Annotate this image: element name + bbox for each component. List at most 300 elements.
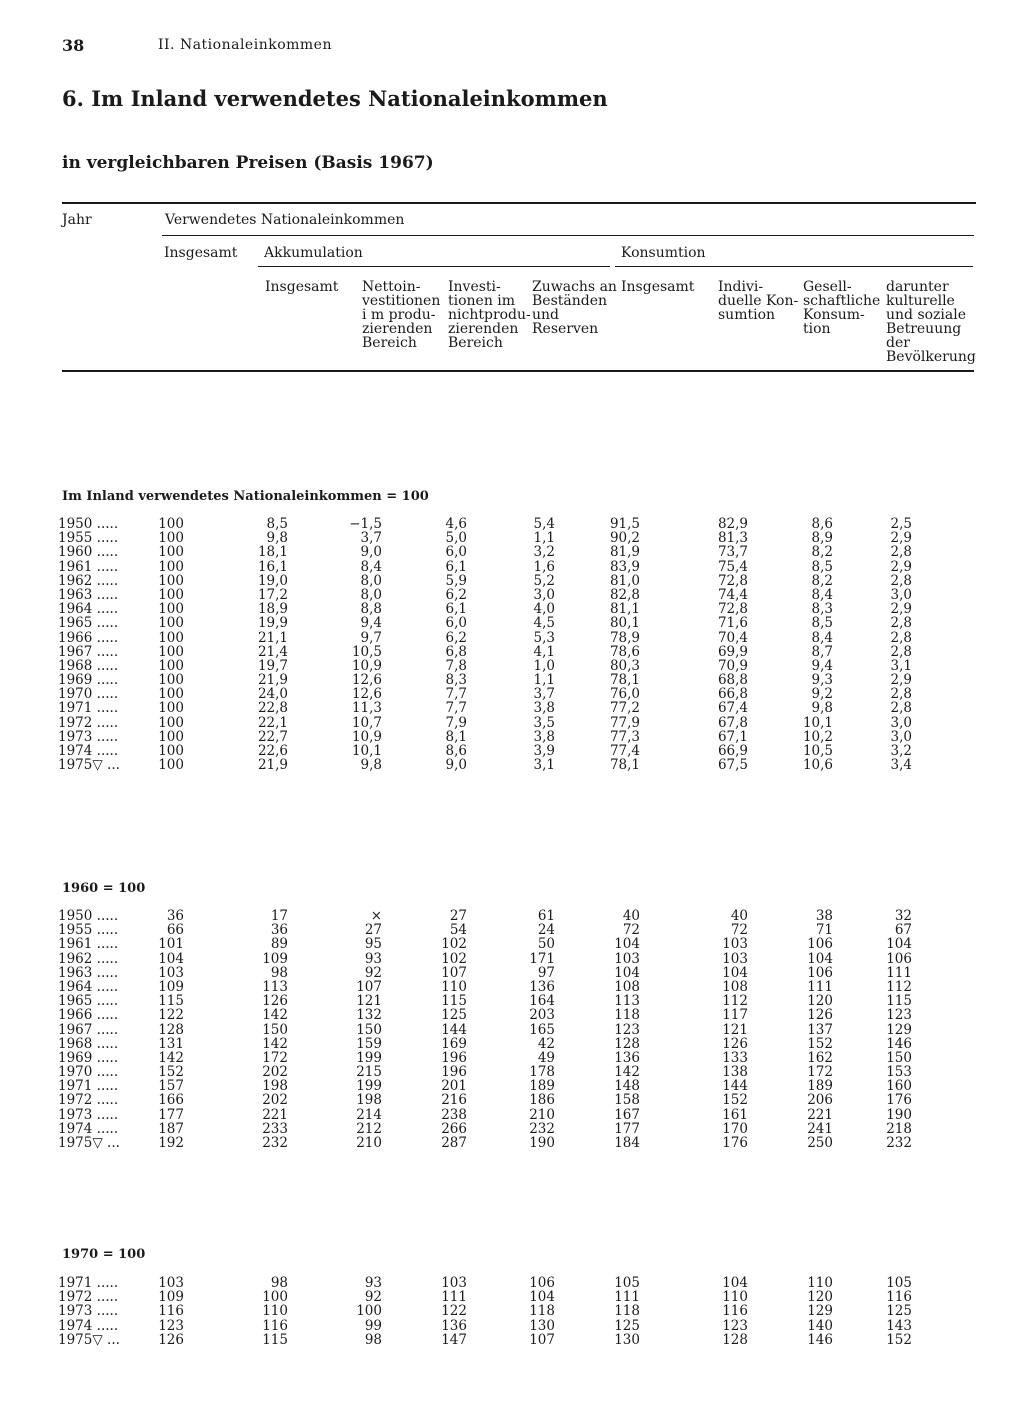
table-cell: 177 [614, 1120, 640, 1137]
table-row [58, 560, 978, 574]
table-cell: 123 [886, 1007, 912, 1024]
table-cell: 82,9 [717, 516, 748, 532]
table-cell: 110 [441, 978, 467, 995]
table-cell: 80,1 [609, 615, 640, 632]
table-cell: 67 [894, 922, 912, 939]
row-year: 1964 ..... [58, 601, 119, 618]
table-row [58, 1093, 978, 1107]
table-cell: 8,6 [445, 743, 467, 759]
table-cell: 7,8 [445, 657, 467, 674]
column-header-line: duelle Kon- [718, 293, 799, 309]
table-cell: 100 [158, 558, 184, 575]
table-cell: 6,0 [445, 544, 467, 561]
table-cell: 10,6 [802, 757, 833, 774]
table-cell: 142 [262, 1035, 288, 1052]
row-year: 1973 ..... [58, 728, 119, 745]
table-cell: 92 [364, 1289, 382, 1306]
column-header-3 [448, 280, 531, 350]
table-cell: 107 [529, 1331, 555, 1348]
table-cell: 164 [529, 993, 555, 1010]
table-cell: 36 [166, 908, 184, 924]
table-cell: 66,9 [717, 743, 748, 759]
table-cell: 9,3 [811, 672, 833, 689]
table-cell: 67,1 [717, 728, 748, 745]
table-cell: 126 [158, 1331, 184, 1348]
table-cell: 241 [807, 1120, 833, 1137]
table-cell: 166 [158, 1092, 184, 1109]
row-year: 1961 ..... [58, 936, 119, 953]
table-cell: 3,2 [533, 544, 555, 561]
table-cell: 5,9 [445, 572, 467, 589]
table-cell: 2,8 [890, 572, 912, 589]
table-cell: 178 [529, 1064, 555, 1081]
table-cell: 19,7 [257, 657, 288, 674]
table-cell: 250 [807, 1135, 833, 1151]
table-cell: 232 [886, 1135, 912, 1151]
table-cell: 120 [807, 1289, 833, 1306]
column-header-line: Beständen [532, 293, 608, 309]
row-year: 1972 ..... [58, 1289, 119, 1306]
table-cell: 1,1 [533, 530, 555, 547]
table-cell: 7,9 [445, 714, 467, 731]
table-row [58, 701, 978, 715]
table-cell: 108 [722, 978, 748, 995]
table-cell: 133 [722, 1049, 748, 1066]
table-cell: 176 [722, 1135, 748, 1151]
table-row [58, 616, 978, 630]
table-row [58, 1319, 978, 1333]
row-year: 1966 ..... [58, 1007, 119, 1024]
table-cell: 100 [158, 700, 184, 717]
table-row [58, 994, 978, 1008]
row-year: 1967 ..... [58, 643, 119, 660]
table-cell: 91,5 [609, 516, 640, 532]
row-year: 1973 ..... [58, 1303, 119, 1320]
row-year: 1975▽ ... [58, 757, 120, 774]
row-year: 1968 ..... [58, 657, 119, 674]
table-cell: 100 [158, 743, 184, 759]
table-cell: 5,0 [445, 530, 467, 547]
table-cell: 105 [614, 1275, 640, 1291]
table-cell: 77,4 [609, 743, 640, 759]
table-cell: 198 [356, 1092, 382, 1109]
table-cell: 3,8 [533, 700, 555, 717]
table-cell: 112 [722, 993, 748, 1010]
table-cell: 6,8 [445, 643, 467, 660]
table-cell: 9,2 [811, 686, 833, 703]
table-cell: 118 [614, 1303, 640, 1320]
table-cell: 19,9 [257, 615, 288, 632]
table-cell: 160 [886, 1078, 912, 1095]
table-cell: 3,0 [890, 728, 912, 745]
row-year: 1962 ..... [58, 572, 119, 589]
table-cell: 171 [529, 950, 555, 967]
table-cell: 8,4 [811, 629, 833, 646]
table-cell: 150 [262, 1021, 288, 1038]
table-cell: 109 [158, 978, 184, 995]
table-cell: 189 [807, 1078, 833, 1095]
table-row [58, 952, 978, 966]
table-cell: 142 [614, 1064, 640, 1081]
row-year: 1950 ..... [58, 908, 119, 924]
table-cell: 6,1 [445, 558, 467, 575]
table-cell: 8,5 [811, 615, 833, 632]
table-cell: 1,0 [533, 657, 555, 674]
table-cell: 78,1 [609, 672, 640, 689]
table-cell: 8,5 [266, 516, 288, 532]
row-year: 1962 ..... [58, 950, 119, 967]
column-header-line: Investi- [448, 279, 501, 295]
table-cell: 10,2 [802, 728, 833, 745]
row-year: 1974 ..... [58, 1120, 119, 1137]
table-cell: 126 [807, 1007, 833, 1024]
akkumulation-rule [258, 266, 610, 267]
table-cell: 150 [356, 1021, 382, 1038]
table-cell: 40 [730, 908, 748, 924]
table-cell: 8,7 [811, 643, 833, 660]
table-cell: 232 [262, 1135, 288, 1151]
table-cell: 42 [537, 1035, 555, 1052]
column-header-line: Zuwachs an [532, 279, 617, 295]
table-cell: 81,9 [609, 544, 640, 561]
table-cell: 3,4 [890, 757, 912, 774]
table-cell: 10,1 [802, 714, 833, 731]
table-cell: 17,2 [257, 586, 288, 603]
column-header-line: vestitionen [362, 293, 441, 309]
row-year: 1955 ..... [58, 530, 119, 547]
table-cell: −1,5 [349, 516, 382, 532]
row-year: 1975▽ ... [58, 1135, 120, 1151]
row-year: 1966 ..... [58, 629, 119, 646]
table-cell: 106 [807, 936, 833, 953]
table-cell: 8,0 [360, 586, 382, 603]
table-row [58, 645, 978, 659]
table-cell: 100 [158, 516, 184, 532]
table-cell: 121 [722, 1021, 748, 1038]
table-cell: 92 [364, 964, 382, 981]
header-bottom-rule [62, 370, 974, 372]
row-year: 1963 ..... [58, 964, 119, 981]
table-cell: 99 [364, 1317, 382, 1334]
table-cell: 6,0 [445, 615, 467, 632]
table-cell: 81,1 [609, 601, 640, 618]
table-cell: 103 [441, 1275, 467, 1291]
table-cell: 77,2 [609, 700, 640, 717]
table-cell: 61 [537, 908, 555, 924]
table-row [58, 923, 978, 937]
table-cell: 8,2 [811, 572, 833, 589]
row-year: 1968 ..... [58, 1035, 119, 1052]
table-cell: 128 [722, 1331, 748, 1348]
table-cell: 158 [614, 1092, 640, 1109]
row-year: 1955 ..... [58, 922, 119, 939]
column-header-line: und [532, 307, 559, 323]
table-cell: 131 [158, 1035, 184, 1052]
table-cell: 170 [722, 1120, 748, 1137]
table-cell: 212 [356, 1120, 382, 1137]
table-row [58, 758, 978, 772]
table-cell: 24 [537, 922, 555, 939]
table-cell: 3,0 [890, 586, 912, 603]
table-cell: 116 [722, 1303, 748, 1320]
table-cell: 210 [529, 1106, 555, 1123]
table-cell: 128 [614, 1035, 640, 1052]
table-cell: 78,9 [609, 629, 640, 646]
table-cell: 68,8 [717, 672, 748, 689]
table-cell: 22,7 [257, 728, 288, 745]
column-header-line: tionen im [448, 293, 516, 309]
table-cell: 177 [158, 1106, 184, 1123]
table-cell: 125 [886, 1303, 912, 1320]
table-cell: 40 [622, 908, 640, 924]
table-cell: 2,9 [890, 558, 912, 575]
table-cell: 2,8 [890, 615, 912, 632]
table-cell: 93 [364, 950, 382, 967]
column-header-line: kulturelle [886, 293, 955, 309]
table-cell: 72 [730, 922, 748, 939]
table-title: 6. Im Inland verwendetes Nationaleinkommen [62, 86, 608, 111]
table-cell: 10,7 [351, 714, 382, 731]
table-cell: 125 [614, 1317, 640, 1334]
table-row [58, 1333, 978, 1347]
column-header-4 [532, 280, 617, 336]
table-cell: 206 [807, 1092, 833, 1109]
table-cell: 78,1 [609, 757, 640, 774]
table-cell: 122 [158, 1007, 184, 1024]
table-cell: 8,2 [811, 544, 833, 561]
table-cell: 126 [262, 993, 288, 1010]
table-cell: 136 [441, 1317, 467, 1334]
table-subtitle: in vergleichbaren Preisen (Basis 1967) [62, 153, 434, 173]
column-header-line: Bereich [362, 335, 417, 351]
table-cell: 106 [807, 964, 833, 981]
table-row [58, 937, 978, 951]
table-cell: 2,8 [890, 643, 912, 660]
table-cell: 2,8 [890, 544, 912, 561]
header-insgesamt: Insgesamt [164, 245, 238, 261]
table-row [58, 545, 978, 559]
table-cell: 152 [886, 1331, 912, 1348]
table-cell: 54 [449, 922, 467, 939]
column-header-line: tion [803, 321, 831, 337]
column-header-line: Betreuung [886, 321, 962, 337]
table-cell: 100 [158, 544, 184, 561]
table-cell: 172 [807, 1064, 833, 1081]
table-cell: 8,6 [811, 516, 833, 532]
table-cell: 72 [622, 922, 640, 939]
table-cell: 3,2 [890, 743, 912, 759]
table-cell: 22,1 [257, 714, 288, 731]
table-cell: 102 [441, 950, 467, 967]
table-cell: 74,4 [717, 586, 748, 603]
table-cell: 115 [158, 993, 184, 1010]
table-cell: 67,8 [717, 714, 748, 731]
column-header-line: Bevölkerung [886, 349, 976, 365]
table-cell: 110 [722, 1289, 748, 1306]
table-cell: 238 [441, 1106, 467, 1123]
table-cell: 109 [158, 1289, 184, 1306]
table-cell: 100 [158, 586, 184, 603]
row-year: 1965 ..... [58, 615, 119, 632]
table-cell: 125 [441, 1007, 467, 1024]
table-cell: 4,5 [533, 615, 555, 632]
table-cell: 2,5 [890, 516, 912, 532]
table-cell: 128 [158, 1021, 184, 1038]
table-cell: 89 [270, 936, 288, 953]
row-year: 1970 ..... [58, 1064, 119, 1081]
column-header-1 [265, 280, 338, 294]
table-cell: 17 [270, 908, 288, 924]
table-cell: 132 [356, 1007, 382, 1024]
column-header-line: nichtprodu- [448, 307, 531, 323]
table-cell: 107 [356, 978, 382, 995]
table-cell: 100 [158, 643, 184, 660]
table-cell: 196 [441, 1064, 467, 1081]
table-cell: 82,8 [609, 586, 640, 603]
table-row [58, 1008, 978, 1022]
table-cell: 8,3 [811, 601, 833, 618]
table-cell: 157 [158, 1078, 184, 1095]
table-cell: 121 [356, 993, 382, 1010]
table-row [58, 673, 978, 687]
row-year: 1961 ..... [58, 558, 119, 575]
table-cell: 8,9 [811, 530, 833, 547]
table-cell: 11,3 [351, 700, 382, 717]
table-cell: 10,5 [802, 743, 833, 759]
row-year: 1969 ..... [58, 672, 119, 689]
table-cell: 18,1 [257, 544, 288, 561]
table-cell: 216 [441, 1092, 467, 1109]
table-row [58, 909, 978, 923]
column-header-5 [621, 280, 694, 294]
table-cell: 3,9 [533, 743, 555, 759]
table-row [58, 1136, 978, 1150]
table-cell: 6,2 [445, 629, 467, 646]
table-cell: 19,0 [257, 572, 288, 589]
table-row [58, 631, 978, 645]
table-cell: 36 [270, 922, 288, 939]
table-cell: 22,6 [257, 743, 288, 759]
table-cell: 100 [158, 757, 184, 774]
table-row [58, 744, 978, 758]
table-row [58, 966, 978, 980]
table-cell: 152 [722, 1092, 748, 1109]
row-year: 1971 ..... [58, 1275, 119, 1291]
table-cell: 152 [158, 1064, 184, 1081]
table-cell: 104 [614, 936, 640, 953]
table-cell: 3,7 [360, 530, 382, 547]
table-cell: 100 [158, 530, 184, 547]
table-row [58, 517, 978, 531]
table-cell: 100 [158, 572, 184, 589]
table-cell: 233 [262, 1120, 288, 1137]
table-cell: 190 [886, 1106, 912, 1123]
table-row [58, 1065, 978, 1079]
table-row [58, 574, 978, 588]
table-cell: 106 [529, 1275, 555, 1291]
table-cell: 4,0 [533, 601, 555, 618]
table-cell: 71,6 [717, 615, 748, 632]
table-cell: 3,0 [533, 586, 555, 603]
table-cell: 75,4 [717, 558, 748, 575]
table-cell: 129 [886, 1021, 912, 1038]
table-cell: 71 [815, 922, 833, 939]
table-cell: 159 [356, 1035, 382, 1052]
table-cell: 1,1 [533, 672, 555, 689]
table-cell: 123 [158, 1317, 184, 1334]
table-cell: 190 [529, 1135, 555, 1151]
table-row [58, 602, 978, 616]
table-cell: 21,1 [257, 629, 288, 646]
table-cell: 118 [614, 1007, 640, 1024]
table-row [58, 1290, 978, 1304]
table-cell: 67,4 [717, 700, 748, 717]
header-jahr: Jahr [62, 212, 92, 228]
table-row [58, 687, 978, 701]
table-cell: 129 [807, 1303, 833, 1320]
table-cell: 192 [158, 1135, 184, 1151]
table-cell: 218 [886, 1120, 912, 1137]
section-label: 1960 = 100 [62, 881, 146, 896]
table-cell: 9,8 [811, 700, 833, 717]
table-cell: 100 [158, 601, 184, 618]
table-cell: 7,7 [445, 700, 467, 717]
table-cell: 5,4 [533, 516, 555, 532]
table-cell: 81,0 [609, 572, 640, 589]
table-cell: 162 [807, 1049, 833, 1066]
table-cell: 140 [807, 1317, 833, 1334]
table-cell: 136 [614, 1049, 640, 1066]
table-cell: 21,4 [257, 643, 288, 660]
table-cell: 38 [815, 908, 833, 924]
table-cell: 221 [262, 1106, 288, 1123]
row-year: 1975▽ ... [58, 1331, 120, 1348]
column-header-7 [803, 280, 880, 336]
table-cell: 142 [262, 1007, 288, 1024]
table-row [58, 980, 978, 994]
table-cell: 104 [886, 936, 912, 953]
table-row [58, 1122, 978, 1136]
table-cell: 8,0 [360, 572, 382, 589]
table-cell: 3,1 [533, 757, 555, 774]
table-cell: 73,7 [717, 544, 748, 561]
row-year: 1971 ..... [58, 700, 119, 717]
table-row [58, 730, 978, 744]
header-konsumtion: Konsumtion [621, 245, 706, 261]
column-header-line: der [886, 335, 910, 351]
table-cell: 12,6 [351, 686, 382, 703]
table-cell: 100 [158, 615, 184, 632]
table-cell: 202 [262, 1092, 288, 1109]
header-rule-level2 [162, 235, 974, 236]
table-cell: 111 [886, 964, 912, 981]
column-header-line: Nettoin- [362, 279, 421, 295]
table-cell: 100 [158, 686, 184, 703]
table-cell: 10,9 [351, 728, 382, 745]
row-year: 1950 ..... [58, 516, 119, 532]
table-row [58, 531, 978, 545]
column-header-line: schaftliche [803, 293, 881, 309]
table-cell: 105 [886, 1275, 912, 1291]
table-cell: 100 [158, 657, 184, 674]
table-cell: 187 [158, 1120, 184, 1137]
table-cell: 108 [614, 978, 640, 995]
table-cell: 72,8 [717, 601, 748, 618]
table-cell: 90,2 [609, 530, 640, 547]
table-cell: 5,2 [533, 572, 555, 589]
section-table [58, 517, 978, 772]
row-year: 1973 ..... [58, 1106, 119, 1123]
